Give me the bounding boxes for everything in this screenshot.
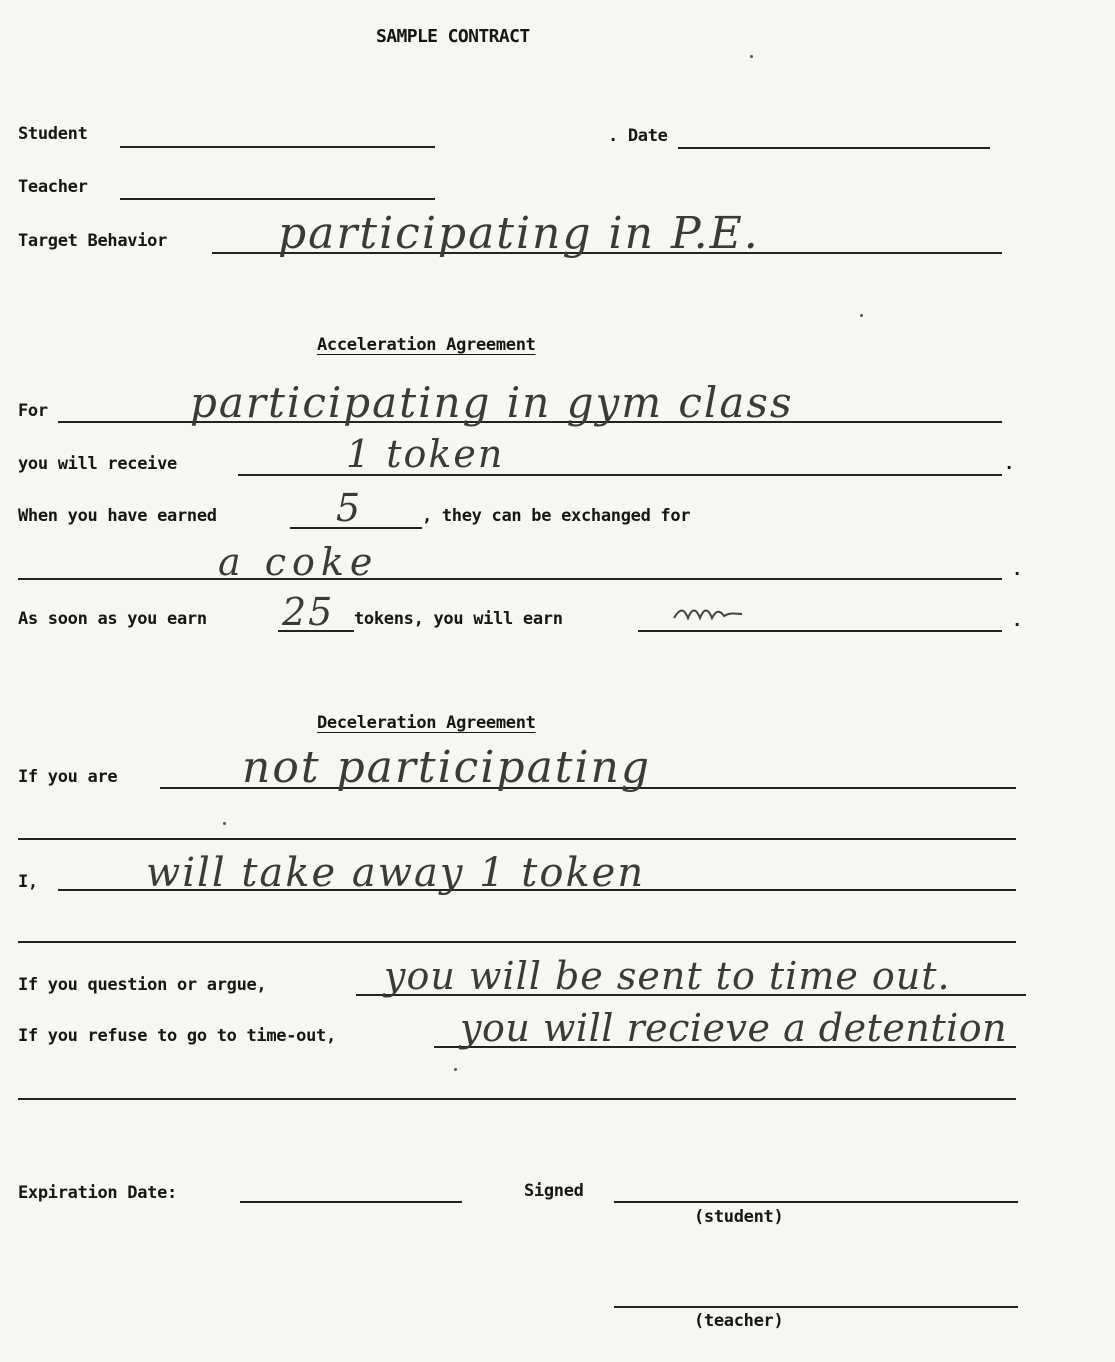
contract-title: SAMPLE CONTRACT: [376, 26, 530, 47]
exchange-handwriting: a coke: [218, 540, 379, 584]
i-label: I,: [18, 872, 38, 892]
receive-handwriting: 1 token: [346, 432, 505, 476]
signed-label: Signed: [524, 1181, 584, 1201]
student-caption: (student): [694, 1207, 784, 1227]
for-handwriting: participating in gym class: [190, 378, 794, 427]
earned-label: When you have earned: [18, 506, 217, 526]
soon-handwriting: 25: [282, 590, 335, 634]
deceleration-heading: Deceleration Agreement: [317, 713, 536, 733]
blank-line-1[interactable]: [18, 838, 1016, 840]
scan-speck: [860, 314, 863, 317]
question-handwriting: you will be sent to time out.: [384, 954, 951, 998]
exchange-field-line[interactable]: [18, 578, 1002, 580]
exchange-label: , they can be exchanged for: [422, 506, 691, 526]
student-field-line[interactable]: [120, 146, 435, 148]
date-label: . Date: [608, 126, 668, 146]
student-label: Student: [18, 124, 88, 144]
scribble-mark: [672, 604, 744, 624]
scan-speck: [750, 55, 753, 58]
expiration-label: Expiration Date:: [18, 1183, 177, 1203]
earned-handwriting: 5: [336, 486, 363, 530]
teacher-label: Teacher: [18, 177, 88, 197]
earn-field-line[interactable]: [638, 630, 1002, 632]
receive-period: .: [1004, 454, 1014, 474]
teacher-field-line[interactable]: [120, 198, 435, 200]
teacher-signature-line[interactable]: [614, 1306, 1018, 1308]
acceleration-heading: Acceleration Agreement: [317, 335, 536, 355]
tokens-label: tokens, you will earn: [354, 609, 563, 629]
scan-speck: [454, 1068, 457, 1071]
earn-period: .: [1012, 611, 1022, 631]
if-you-are-label: If you are: [18, 767, 118, 787]
question-label: If you question or argue,: [18, 975, 267, 995]
exchange-period: .: [1012, 560, 1022, 580]
if-you-are-handwriting: not participating: [242, 742, 652, 793]
i-handwriting: will take away 1 token: [146, 850, 646, 896]
refuse-handwriting: you will recieve a detention: [460, 1006, 1008, 1050]
student-signature-line[interactable]: [614, 1201, 1018, 1203]
date-field-line[interactable]: [678, 147, 990, 149]
blank-line-3[interactable]: [18, 1098, 1016, 1100]
refuse-label: If you refuse to go to time-out,: [18, 1026, 336, 1046]
teacher-caption: (teacher): [694, 1311, 784, 1331]
expiration-field-line[interactable]: [240, 1201, 462, 1203]
receive-label: you will receive: [18, 454, 177, 474]
soon-label: As soon as you earn: [18, 609, 207, 629]
scan-speck: [223, 822, 226, 825]
blank-line-2[interactable]: [18, 941, 1016, 943]
target-behavior-handwriting: participating in P.E.: [278, 208, 760, 259]
for-label: For: [18, 401, 48, 421]
target-behavior-label: Target Behavior: [18, 231, 168, 251]
